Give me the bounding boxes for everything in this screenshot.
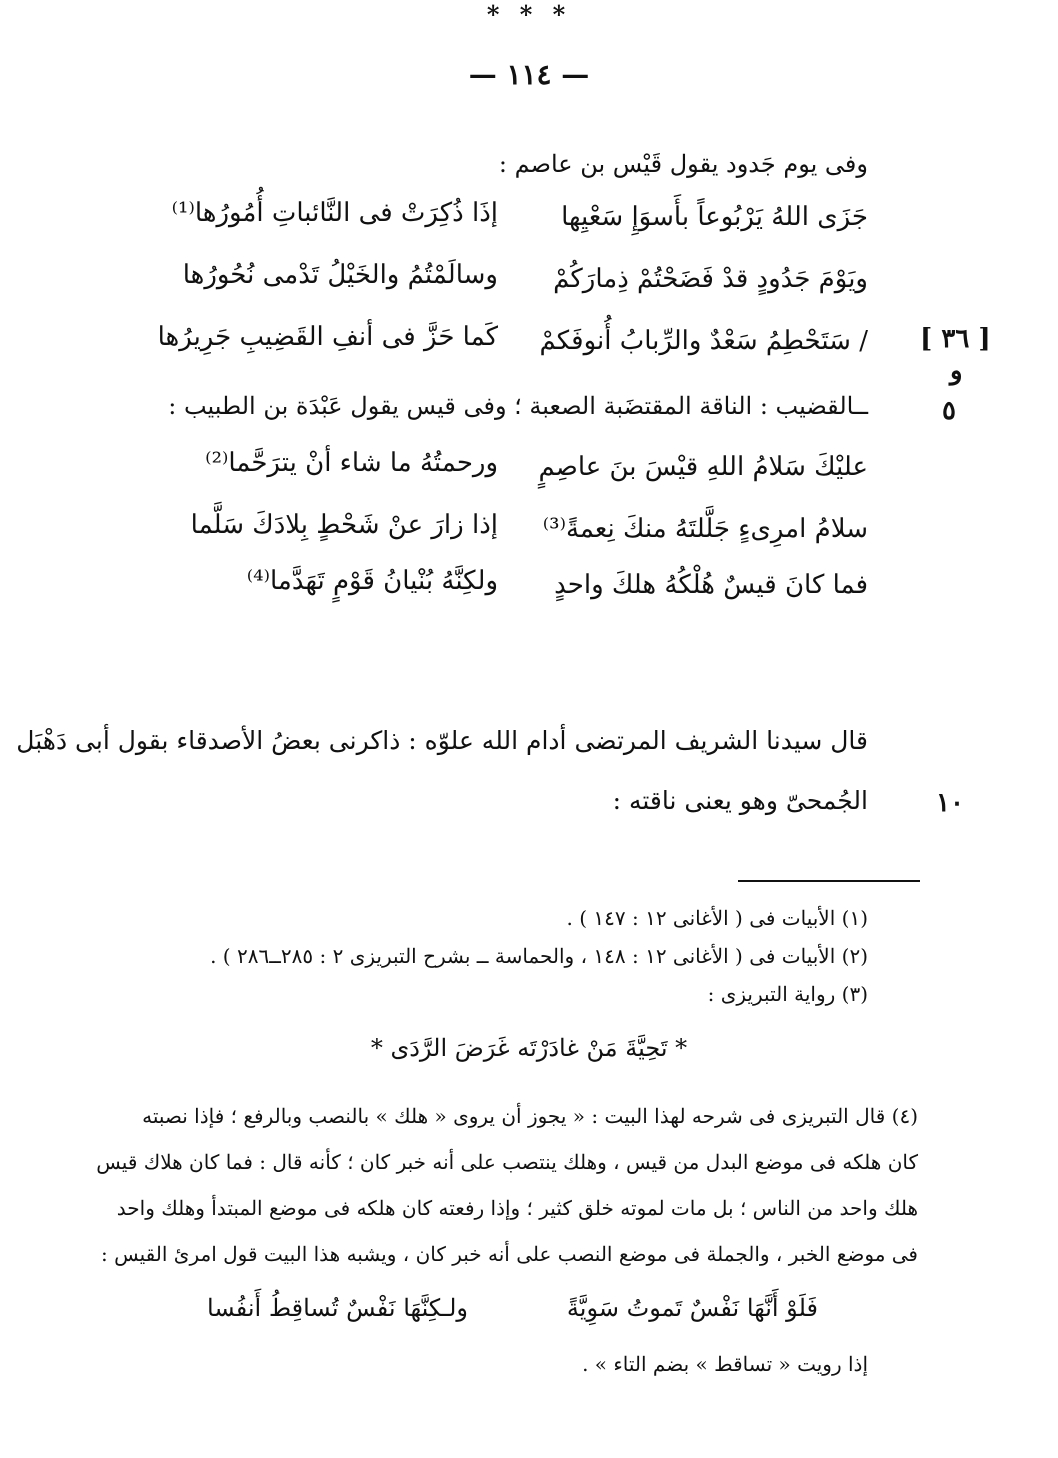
poem2-verse3-first: فما كانَ قيسٌ هُلْكُهُ هلكَ واحدٍ xyxy=(554,570,868,600)
footnote-4-verse-first: فَلَوْ أَنَّهَا نَفْسٌ تَموتُ سَوِيَّةً xyxy=(566,1294,818,1322)
intro-line-qays: وفى يوم جَدود يقول قَيْس بن عاصم : xyxy=(498,150,868,178)
margin-folio-side: و xyxy=(950,356,963,386)
footnote-4-line-3: هلك واحد من الناس ؛ بل مات لموته خلق كثير ؛ وإذا رفعته كان هلكه فى موضع المبتدأ وهلك واحد xyxy=(116,1196,918,1220)
section-separator: * * * xyxy=(486,0,572,29)
poem2-verse1-second: ورحمتُهُ ما شاء أنْ يترَحَّما⁽²⁾ xyxy=(205,448,498,478)
margin-line-number-5: ٥ xyxy=(942,396,956,426)
footnote-4-line-2: كان هلكه فى موضع البدل من قيس ، وهلك ينتصب على أنه خبر كان ؛ كأنه قال : فما كان هلاك قيس xyxy=(96,1150,918,1174)
poem1-verse2-second: وسالَمْتُمُ والخَيْلُ تَدْمى نُحُورُها xyxy=(182,260,498,290)
poem2-verse2-first: سلامُ امرِىءٍ جَلَّلتَهُ منكَ نِعمةً⁽³⁾ xyxy=(542,514,868,544)
footnote-3: (٣) رواية التبريزى : xyxy=(707,982,868,1006)
poem2-verse2-second: إذا زارَ عنْ شَحْطٍ بِلادَكَ سَلَّما xyxy=(190,510,498,540)
footnote-3-verse: * تَحِيَّةَ مَنْ غادَرْتَه غَرَضَ الرَّدَى * xyxy=(370,1034,688,1062)
footnote-4-verse-second: ولـكِنَّهَا نَفْسٌ تُساقِطُ أَنفُسا xyxy=(207,1294,468,1322)
footnote-4-end: إذا رويت « تساقط » بضم التاء » . xyxy=(582,1352,868,1376)
footnote-2: (٢) الأبيات فى ( الأغانى ١٢ : ١٤٨ ، والحماسة ــ بشرح التبريزى ٢ : ٢٨٥ــ٢٨٦ ) . xyxy=(210,944,868,968)
poem1-verse1-first: جَزَى اللهُ يَرْبُوعاً بأَسوَإِ سَعْيِها xyxy=(561,202,868,232)
paragraph-line-2: الجُمحىّ وهو يعنى ناقته : xyxy=(612,786,868,815)
footnote-4-line-4: فى موضع الخبر ، والجملة فى موضع النصب على أنه خبر كان ، ويشبه هذا البيت قول امرئ القيس : xyxy=(101,1242,918,1266)
footnote-4-line-1: (٤) قال التبريزى فى شرحه لهذا البيت : « يجوز أن يروى « هلك » بالنصب وبالرفع ؛ فإذا نصبته xyxy=(142,1104,918,1128)
page-number: — ١١٤ — xyxy=(468,58,590,91)
poem1-verse3-first: / سَتَحْطِمُ سَعْدٌ والرِّبابُ أُنوفَكمْ xyxy=(539,326,868,356)
footnote-1: (١) الأبيات فى ( الأغانى ١٢ : ١٤٧ ) . xyxy=(566,906,868,930)
footnote-rule xyxy=(738,880,920,882)
poem2-verse3-second: ولكِنَّهُ بُنْيانُ قَوْمٍ تَهَدَّما⁽⁴⁾ xyxy=(246,566,498,596)
poem1-verse3-second: كَما حَزَّ فى أنفِ القَضِيبِ جَرِيرُها xyxy=(157,322,498,352)
margin-folio-ref: [ ٣٦ ] xyxy=(920,324,991,354)
margin-line-number-10: ١٠ xyxy=(936,788,964,818)
poem2-verse1-first: عليْكَ سَلامُ اللهِ قيْسَ بنَ عاصِمٍ xyxy=(538,452,868,482)
poem1-verse2-first: ويَوْمَ جَدُودٍ قدْ فَضَحْتُمْ ذِمارَكُمْ xyxy=(553,264,868,294)
poem1-verse1-second: إذَا ذُكِرَتْ فى النَّائباتِ أُمُورُها⁽¹⁾ xyxy=(171,198,498,228)
gloss-qadib: ــالقضيب : الناقة المقتضَبة الصعبة ؛ وفى قيس يقول عَبْدَة بن الطبيب : xyxy=(168,392,868,420)
paragraph-line-1: قال سيدنا الشريف المرتضى أدام الله علوّه : ذاكرنى بعضُ الأصدقاء بقول أبى دَهْبَل xyxy=(16,726,868,755)
